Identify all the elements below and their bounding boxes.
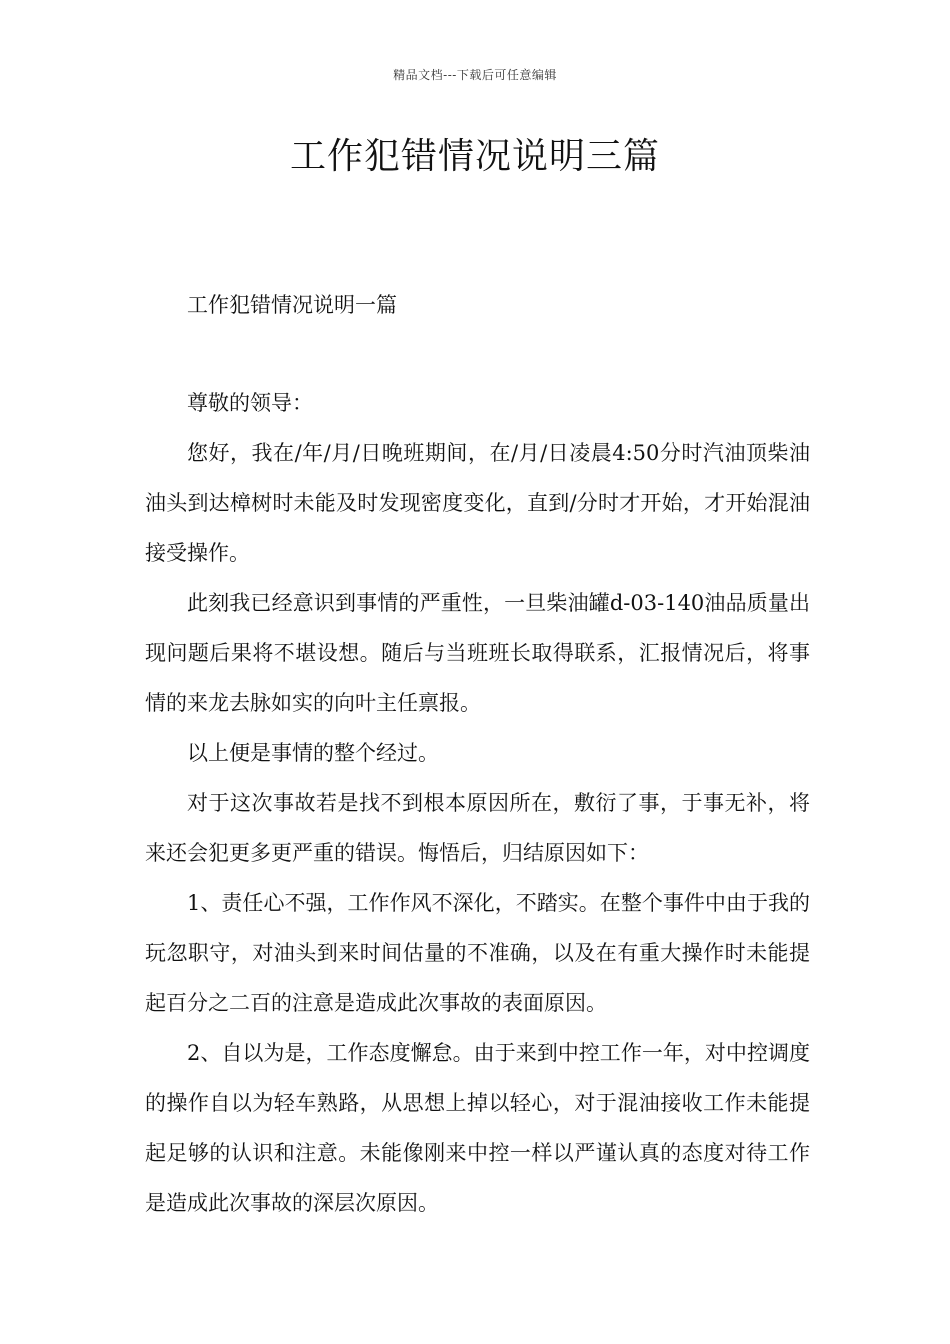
- letter-greeting: 尊敬的领导：: [187, 391, 313, 415]
- paragraph-3: 以上便是事情的整个经过。: [187, 741, 439, 765]
- document-title: 工作犯错情况说明三篇: [289, 136, 660, 177]
- paragraph-1: 您好，我在/年/月/日晚班期间，在/月/日凌晨4:50分时汽油顶柴油油头到达樟树时未能及时发现密度变化，直到/分时才开始，才开始混油接受操作。: [145, 441, 810, 565]
- header-note: 精品文档---下载后可任意编辑: [393, 68, 557, 82]
- section-subtitle: 工作犯错情况说明一篇: [187, 293, 397, 317]
- paragraph-5: 1、责任心不强，工作作风不深化，不踏实。在整个事件中由于我的玩忽职守，对油头到来时间估量的不准确，以及在有重大操作时未能提起百分之二百的注意是造成此次事故的表面原因。: [145, 891, 810, 1015]
- paragraph-4: 对于这次事故若是找不到根本原因所在，敷衍了事，于事无补，将来还会犯更多更严重的错误。悔悟后，归结原因如下：: [145, 791, 810, 865]
- document-body: [145, 280, 810, 1228]
- paragraph-2: 此刻我已经意识到事情的严重性，一旦柴油罐d-03-140油品质量出现问题后果将不堪设想。随后与当班班长取得联系，汇报情况后，将事情的来龙去脉如实的向叶主任禀报。: [145, 591, 810, 715]
- paragraph-6: 2、自以为是，工作态度懈怠。由于来到中控工作一年，对中控调度的操作自以为轻车熟路，从思想上掉以轻心，对于混油接收工作未能提起足够的认识和注意。未能像刚来中控一样以严谨认真的态度对待工作是造成此次事故的深层次原因。: [145, 1041, 810, 1215]
